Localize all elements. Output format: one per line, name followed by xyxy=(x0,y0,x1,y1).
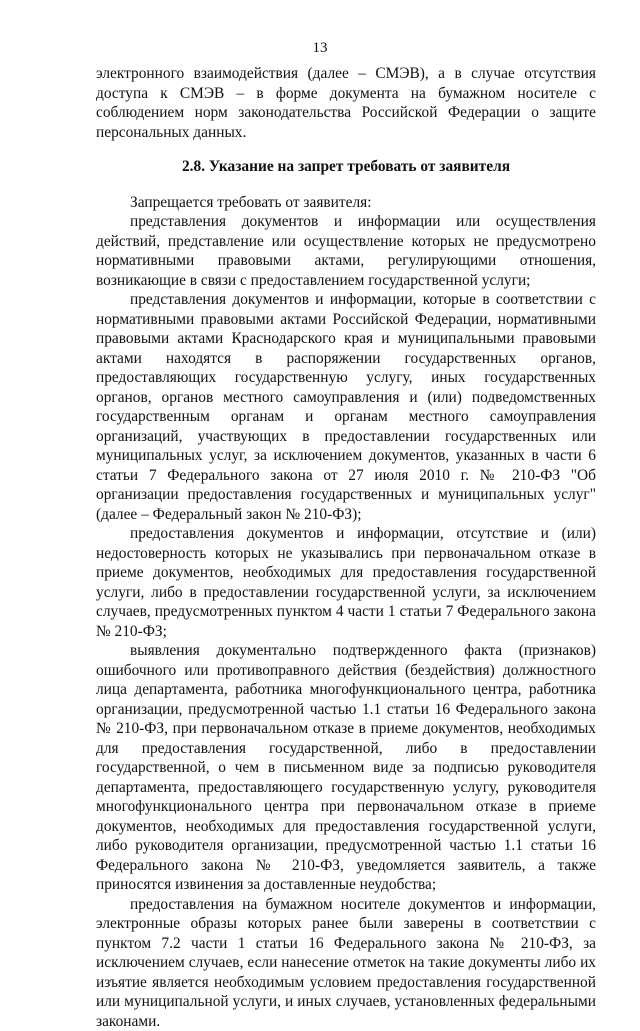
intro-paragraph: электронного взаимодействия (далее – СМЭВ), а в случае отсутствия доступа к СМЭВ – в форме документа на бумажном носителе с соблюдением норм законодательства Российской Федерации о защите персональных данных. xyxy=(96,64,596,142)
page-number: 13 xyxy=(0,40,640,57)
list-item: предоставления документов и информации, отсутствие и (или) недостоверность которых не указывались при первоначальном отказе в приеме документов, необходимых для предоставления государственной услуги, либо в предоставлении государственной услуги, за исключением случаев, предусмотренных пунктом 4 части 1 статьи 7 Федерального закона № 210-ФЗ; xyxy=(96,524,596,641)
list-item: выявления документально подтвержденного факта (признаков) ошибочного или противоправного действия (бездействия) должностного лица департамента, работника многофункционального центра, работника организации, предусмотренной частью 1.1 статьи 16 Федерального закона № 210-ФЗ, при первоначальном отказе в приеме документов, необходимых для предоставления государственной, либо в предоставлении государственной, о чем в письменном виде за подписью руководителя департамента, предоставляющего государственную услугу, руководителя многофункционального центра при первоначальном отказе в приеме документов, необходимых для предоставления государственной услуги, либо руководителя организации, предусмотренной частью 1.1 статьи 16 Федерального закона № 210-ФЗ, уведомляется заявитель, а также приносятся извинения за доставленные неудобства; xyxy=(96,641,596,895)
list-item: представления документов и информации или осуществления действий, представление или осуществление которых не предусмотрено нормативными правовыми актами, регулирующими отношения, возникающие в связи с предоставлением государственной услуги; xyxy=(96,212,596,290)
lead-paragraph: Запрещается требовать от заявителя: xyxy=(96,193,596,213)
document-body xyxy=(96,64,596,1031)
list-item: представления документов и информации, которые в соответствии с нормативными правовыми актами Российской Федерации, нормативными правовыми актами Краснодарского края и муниципальными правовыми актами находятся в распоряжении государственных органов, предоставляющих государственную услугу, иных государственных органов, органов местного самоуправления и (или) подведомственных государственным органам и органам местного самоуправления организаций, участвующих в предоставлении государственных или муниципальных услуг, за исключением документов, указанных в части 6 статьи 7 Федерального закона от 27 июля 2010 г. № 210-ФЗ "Об организации предоставления государственных и муниципальных услуг" (далее – Федеральный закон № 210-ФЗ); xyxy=(96,290,596,524)
list-item: предоставления на бумажном носителе документов и информации, электронные образы которых ранее были заверены в соответствии с пунктом 7.2 части 1 статьи 16 Федерального закона № 210-ФЗ, за исключением случаев, если нанесение отметок на такие документы либо их изъятие является необходимым условием предоставления государственной или муниципальной услуги, и иных случаев, установленных федеральными законами. xyxy=(96,895,596,1031)
section-heading: 2.8. Указание на запрет требовать от заявителя xyxy=(96,157,596,177)
